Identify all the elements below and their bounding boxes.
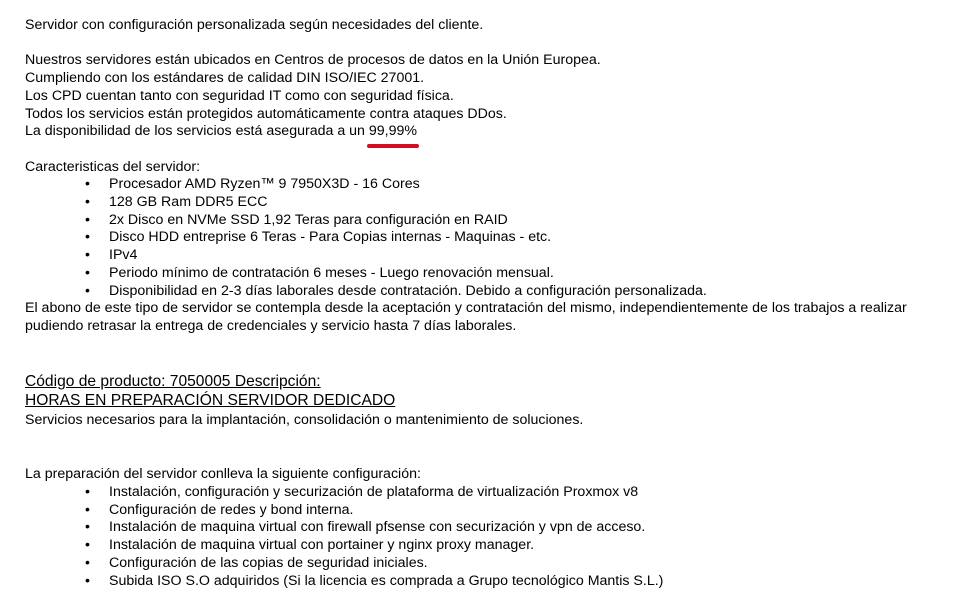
bullet-icon: • xyxy=(85,229,90,246)
list-item-text: 128 GB Ram DDR5 ECC xyxy=(109,194,268,210)
bullet-icon: • xyxy=(85,247,90,264)
bullet-icon: • xyxy=(85,211,90,228)
billing-note: El abono de este tipo de servidor se contempla desde la aceptación y contratación del mismo, independientemente de los trabajos a realizar pudiendo retrasar la entrega de credenciales y servicio hasta 7 días laborales. xyxy=(25,300,907,334)
server-features-list xyxy=(25,176,975,300)
preparation-section xyxy=(25,466,975,590)
list-item xyxy=(85,502,975,520)
list-item-text: IPv4 xyxy=(109,247,138,264)
bullet-icon: • xyxy=(85,501,90,518)
list-item xyxy=(85,194,975,212)
list-item-text: Disponibilidad en 2-3 días laborales desde contratación. Debido a configuración personalizada. xyxy=(109,282,707,299)
preparation-list xyxy=(25,484,975,590)
preparation-title: La preparación del servidor conlleva la siguiente configuración: xyxy=(25,466,421,483)
bullet-icon: • xyxy=(85,282,90,299)
spacer xyxy=(25,336,975,372)
list-item-text: Configuración de las copias de seguridad iniciales. xyxy=(109,554,428,571)
list-item xyxy=(85,537,975,555)
list-item-text: Subida ISO S.O adquiridos (Si la licencia es comprada a Grupo tecnológico Mantis S.L.) xyxy=(109,572,664,589)
list-item xyxy=(85,573,975,591)
document-body xyxy=(25,17,975,590)
server-features xyxy=(25,159,975,336)
list-item xyxy=(85,247,975,265)
product-description: Servicios necesarios para la implantación, consolidación o mantenimiento de soluciones. xyxy=(25,411,584,428)
availability-prefix: La disponibilidad de los servicios está asegurada a un xyxy=(25,123,369,140)
bullet-icon: • xyxy=(85,176,90,193)
list-item xyxy=(85,484,975,502)
product-code-heading: Código de producto: 7050005 Descripción: xyxy=(25,372,321,390)
bullet-icon: • xyxy=(85,264,90,281)
list-item xyxy=(85,519,975,537)
dc-line: Nuestros servidores están ubicados en Centros de procesos de datos en la Unión Europea. xyxy=(25,52,601,69)
datacenter-info xyxy=(25,52,975,141)
intro-line: Servidor con configuración personalizada según necesidades del cliente. xyxy=(25,17,484,33)
bullet-icon: • xyxy=(85,537,90,554)
list-item xyxy=(85,555,975,573)
list-item-text: Instalación de maquina virtual con portainer y nginx proxy manager. xyxy=(109,537,535,554)
list-item-text: Disco HDD entreprise 6 Teras - Para Copias internas - Maquinas - etc. xyxy=(109,229,552,246)
list-item xyxy=(85,176,975,194)
spacer xyxy=(25,141,975,159)
list-item-text: Periodo mínimo de contratación 6 meses - Luego renovación mensual. xyxy=(109,264,554,281)
list-item xyxy=(85,229,975,247)
bullet-icon: • xyxy=(85,572,90,589)
bullet-icon: • xyxy=(85,519,90,536)
product-name-heading: HORAS EN PREPARACIÓN SERVIDOR DEDICADO xyxy=(25,391,396,409)
list-item-text: 2x Disco en NVMe SSD 1,92 Teras para configuración en RAID xyxy=(109,211,508,228)
list-item-text: Procesador AMD Ryzen™ 9 7950X3D - 16 Cores xyxy=(109,176,420,193)
list-item-text: Instalación, configuración y securización de plataforma de virtualización Proxmox v8 xyxy=(109,484,639,501)
spacer xyxy=(25,35,975,53)
server-features-title: Caracteristicas del servidor: xyxy=(25,158,201,175)
bullet-icon: • xyxy=(85,484,90,501)
product-section xyxy=(25,372,975,430)
list-item xyxy=(85,265,975,283)
list-item xyxy=(85,212,975,230)
bullet-icon: • xyxy=(85,194,90,210)
dc-line: Los CPD cuentan tanto con seguridad IT como con seguridad física. xyxy=(25,87,454,104)
list-item-text: Instalación de maquina virtual con firewall pfsense con securización y vpn de acceso. xyxy=(109,519,646,536)
dc-line: Cumpliendo con los estándares de calidad DIN ISO/IEC 27001. xyxy=(25,70,425,87)
availability-line xyxy=(25,123,975,141)
list-item xyxy=(85,283,975,301)
list-item-text: Configuración de redes y bond interna. xyxy=(109,501,354,518)
red-underline-mark xyxy=(367,144,419,148)
availability-value xyxy=(369,123,417,141)
spacer xyxy=(25,429,975,466)
bullet-icon: • xyxy=(85,554,90,571)
dc-line: Todos los servicios están protegidos automáticamente contra ataques DDos. xyxy=(25,105,507,122)
availability-value-text: 99,99% xyxy=(368,123,417,140)
